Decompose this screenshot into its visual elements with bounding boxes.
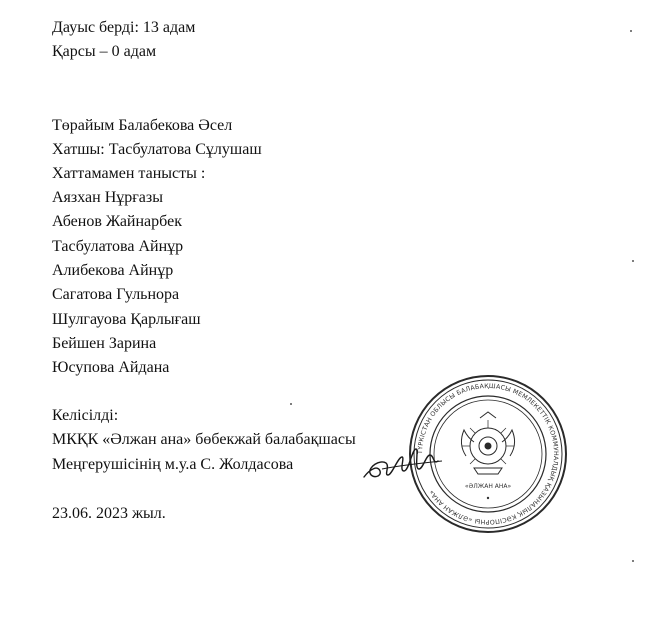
attendee-name: Шулгауова Қарлығаш (52, 311, 201, 328)
scan-speck (630, 30, 632, 32)
stamp-outer-text: ТҮРКІСТАН ОБЛЫСЫ БАЛАБАҚШАСЫ МЕМЛЕКЕТТІК КОММУНАЛДЫҚ ҚАЗЫНАЛЫҚ КӘСІПОРНЫ «ӘЛЖАН АНА» (416, 382, 560, 526)
votes-against-text: Қарсы – 0 адам (52, 43, 157, 60)
attendee-name: Тасбулатова Айнұр (52, 238, 184, 255)
acquainted-heading: Хаттамамен танысты : (52, 165, 206, 182)
stamp-center-text: «ӘЛЖАН АНА» (464, 483, 512, 490)
chair-text: Төрайым Балабекова Әсел (52, 117, 233, 134)
signature (360, 447, 460, 487)
attendee-name: Бейшен Зарина (52, 335, 157, 352)
emblem-icon (461, 412, 514, 474)
attendee-name: Аязхан Нұрғазы (52, 189, 163, 206)
attendee-name: Алибекова Айнұр (52, 262, 174, 279)
organization-name: МКҚК «Әлжан ана» бөбекжай балабақшасы (52, 431, 356, 448)
head-signatory: Меңгерушісінің м.у.а С. Жолдасова (52, 456, 294, 473)
attendee-name: Сагатова Гульнора (52, 286, 180, 303)
approval-heading: Келісілді: (52, 407, 119, 424)
votes-for-text: Дауыс берді: 13 адам (52, 19, 196, 36)
document-date: 23.06. 2023 жыл. (52, 505, 166, 522)
scan-speck (632, 560, 634, 562)
attendee-name: Абенов Жайнарбек (52, 213, 182, 230)
scan-speck (290, 403, 292, 405)
scan-speck (632, 260, 634, 262)
secretary-text: Хатшы: Тасбулатова Сұлушаш (52, 141, 262, 158)
attendee-name: Юсупова Айдана (52, 359, 170, 376)
